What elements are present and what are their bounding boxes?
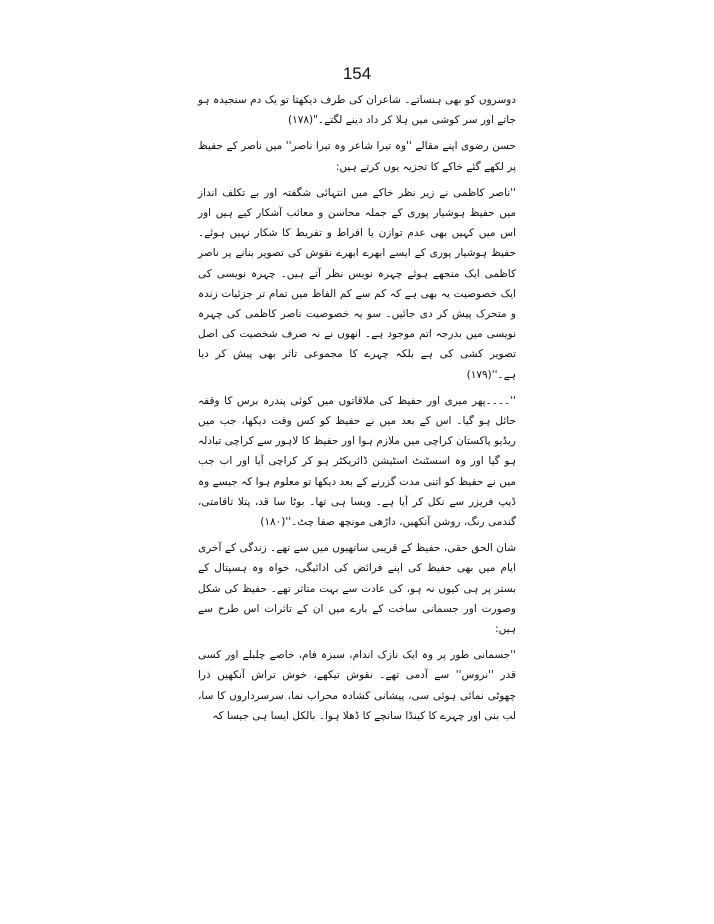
block-quote: ''جسمانی طور پر وہ ایک نازک اندام، سبزہ فام، خاصے چلبلے اور کسی قدر ''نروس'' سے آدمی تھے۔ نقوش تیکھے، خوش تراش آنکھیں ذرا چھوٹی نمائی ہوئی سی، پیشانی کشادہ محراب نما، سرسرداروں کا سا، لب بنی اور چہرے کا کینڈا سانچے کا ڈھلا ہوا۔ بالکل ایسا ہی جیسا کہ (198, 649, 516, 722)
paragraph: شان الحق حقی، حفیظ کے قریبی ساتھیوں میں سے تھے۔ زندگی کے آخری ایام میں بھی حفیظ کی اپنے فرائض کی ادائیگی، خواہ وہ ہسپتال کے بستر پر ہی کیوں نہ ہو، کی عادت سے بہت متاثر تھے۔ حفیظ کی شکل وصورت اور جسمانی ساخت کے بارے میں ان کے تاثرات اس طرح سے ہیں: (198, 542, 516, 636)
paragraph: حسن رضوی اپنے مقالے ''وہ تیرا شاعر وہ تیرا ناصر'' میں ناصر کے حفیظ پر لکھے گئے خاکے کا تجزیہ یوں کرتے ہیں: (198, 140, 516, 173)
block-quote: ''۔۔۔۔پھر میری اور حفیظ کی ملاقاتوں میں کوئی پندرہ برس کا وقفہ حائل ہو گیا۔ اس کے بعد میں نے حفیظ کو کس وقت دیکھا، جب میں ریڈیو پاکستان کراچی میں ملازم ہوا اور حفیظ کا لاہور سے کراچی تبادلہ ہو گیا اور وہ اسسٹنٹ اسٹیشن ڈائریکٹر ہو کر کراچی آیا اور اب جب میں نے حفیظ کو اتنی مدت گزرنے کے بعد دیکھا تو معلوم ہوا کہ جیسے وہ ڈیپ فریزر سے نکل کر آیا ہے۔ ویسا ہی تھا۔ بوٹا سا قد، پتلا تاقامتی، گندمی رنگ، روشن آنکھیں، داڑھی مونچھ صفا چٹ۔''(۱۸۰) (198, 394, 516, 529)
body-text (198, 90, 516, 732)
block-quote: ''ناصر کاظمی نے زیر نظر خاکے میں انتہائی شگفتہ اور بے تکلف انداز میں حفیظ ہوشیار پوری کے جملہ محاسن و معائب آشکار کیے ہیں اور اس میں کہیں بھی عدم توازن یا افراط و تفریط کا شکار نہیں ہوئے۔ حفیظ ہوشیار پوری کے ایسے ابھرے ابھرے نقوش کی تصویر بنانے پر ناصر کاظمی ایک منجھے ہوئے چہرہ نویس نظر آتے ہیں۔ چہرہ نویسی کی ایک خصوصیت یہ بھی ہے کہ کم سے کم الفاظ میں تمام تر جزئیات زندہ و متحرک پیش کر دی جائیں۔ سو یہ خصوصیت ناصر کاظمی کی چہرہ نویسی میں بدرجہ اتم موجود ہے۔ انھوں نے نہ صرف شخصیت کی اصل تصویر کشی کی ہے بلکہ چہرے کا مجموعی تاثر بھی پیش کر دیا ہے۔''(۱۷۹) (198, 186, 516, 381)
paragraph: دوسروں کو بھی ہنساتے۔ شاعران کی طرف دیکھتا تو یک دم سنجیدہ ہو جاتے اور سر کوشی میں ہلا کر داد دینے لگتے۔"(۱۷۸) (198, 94, 516, 127)
page-number: 154 (342, 64, 372, 83)
